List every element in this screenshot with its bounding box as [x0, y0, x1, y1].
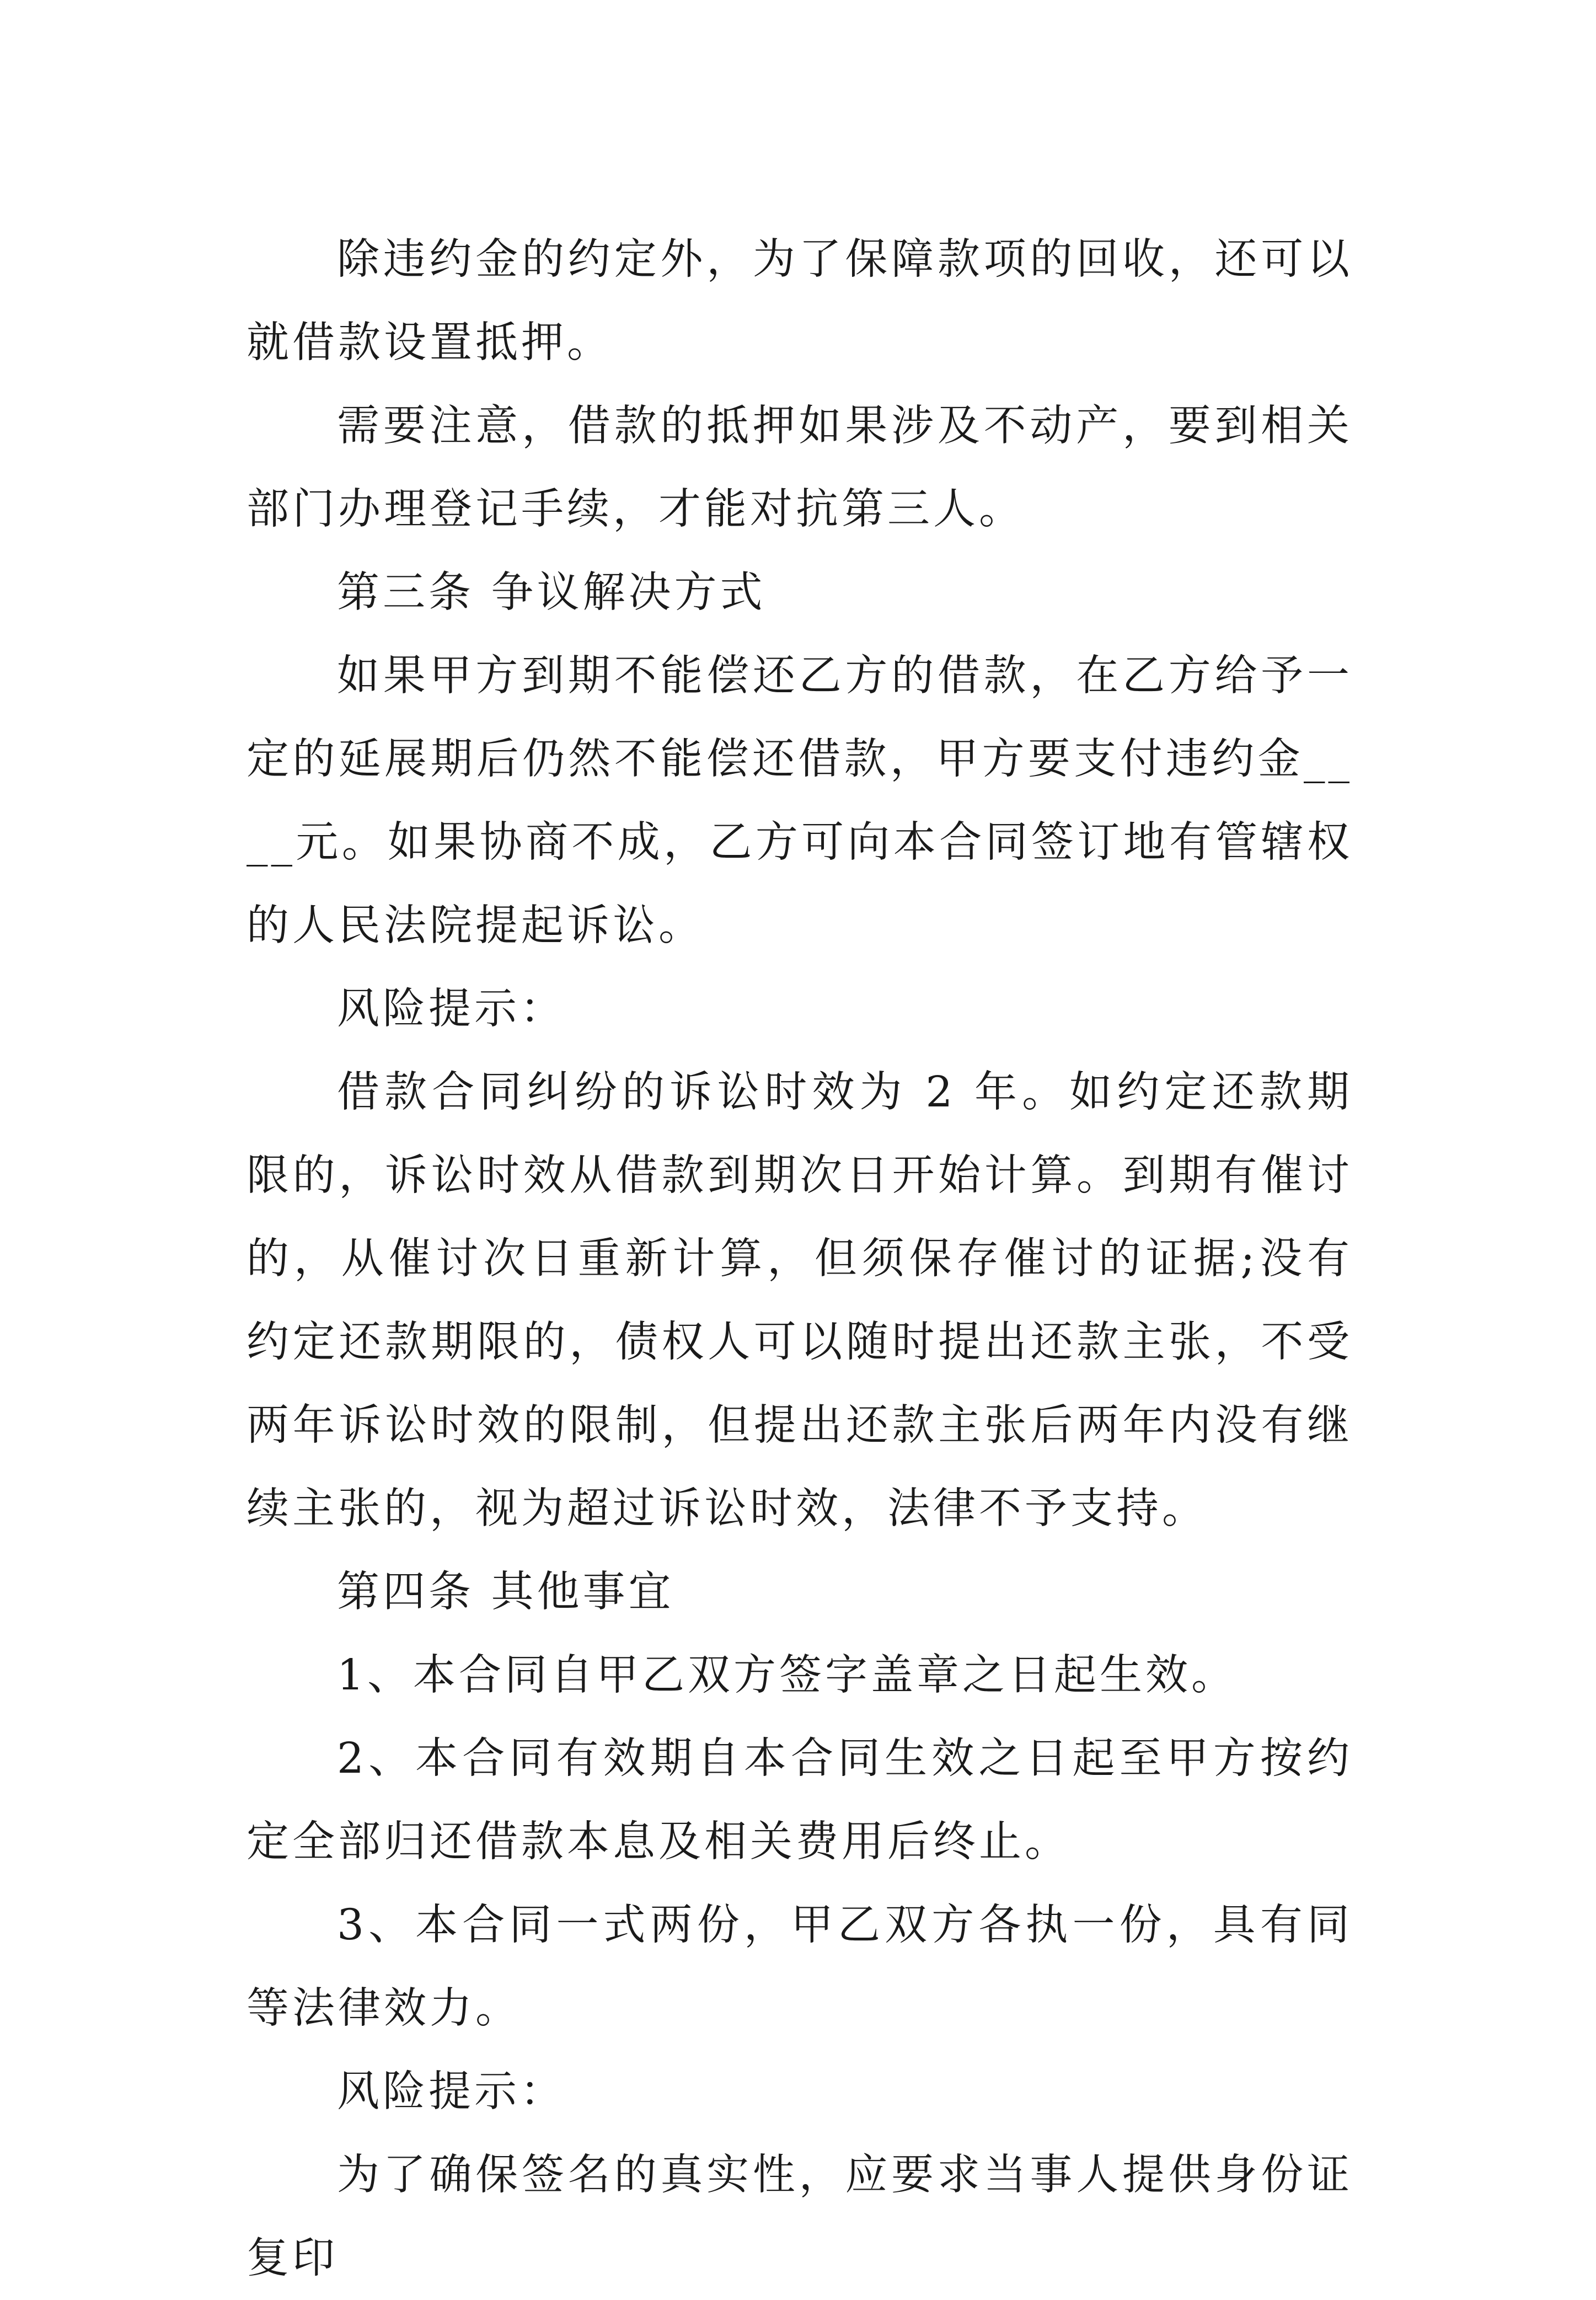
- clause-1-effective-date: 1、本合同自甲乙双方签字盖章之日起生效。: [337, 1651, 1237, 1700]
- section-heading-article-3: 第三条 争议解决方式: [337, 568, 766, 617]
- paragraph-mortgage-note: 除违约金的约定外，为了保障款项的回收，还可以就借款设置抵押。: [247, 235, 1353, 367]
- section-heading-article-4: 第四条 其他事宜: [337, 1568, 674, 1617]
- risk-tip-heading-1: 风险提示：: [337, 985, 566, 1034]
- clause-2-validity-period: 2、本合同有效期自本合同生效之日起至甲方按约定全部归还借款本息及相关费用后终止。: [247, 1734, 1353, 1866]
- clause-3-copies: 3、本合同一式两份，甲乙双方各执一份，具有同等法律效力。: [247, 1901, 1353, 2033]
- risk-tip-heading-2: 风险提示：: [337, 2067, 566, 2116]
- paragraph-limitation-period: 借款合同纠纷的诉讼时效为 2 年。如约定还款期限的，诉讼时效从借款到期次日开始计算。到期有催讨的，从催讨次日重新计算，但须保存催讨的证据;没有约定还款期限的，债权人可以随时提出还款主张，不受两年诉讼时效的限制，但提出还款主张后两年内没有继续主张的，视为超过诉讼时效，法律不予支持。: [247, 1068, 1353, 1533]
- document-body: [247, 218, 1353, 2300]
- paragraph-dispute-resolution: 如果甲方到期不能偿还乙方的借款，在乙方给予一定的延展期后仍然不能偿还借款，甲方要支付违约金____元。如果协商不成，乙方可向本合同签订地有管辖权的人民法院提起诉讼。: [247, 651, 1353, 950]
- paragraph-real-estate-registration: 需要注意，借款的抵押如果涉及不动产，要到相关部门办理登记手续，才能对抗第三人。: [247, 402, 1353, 534]
- paragraph-signature-authenticity: 为了确保签名的真实性，应要求当事人提供身份证复印: [247, 2151, 1353, 2283]
